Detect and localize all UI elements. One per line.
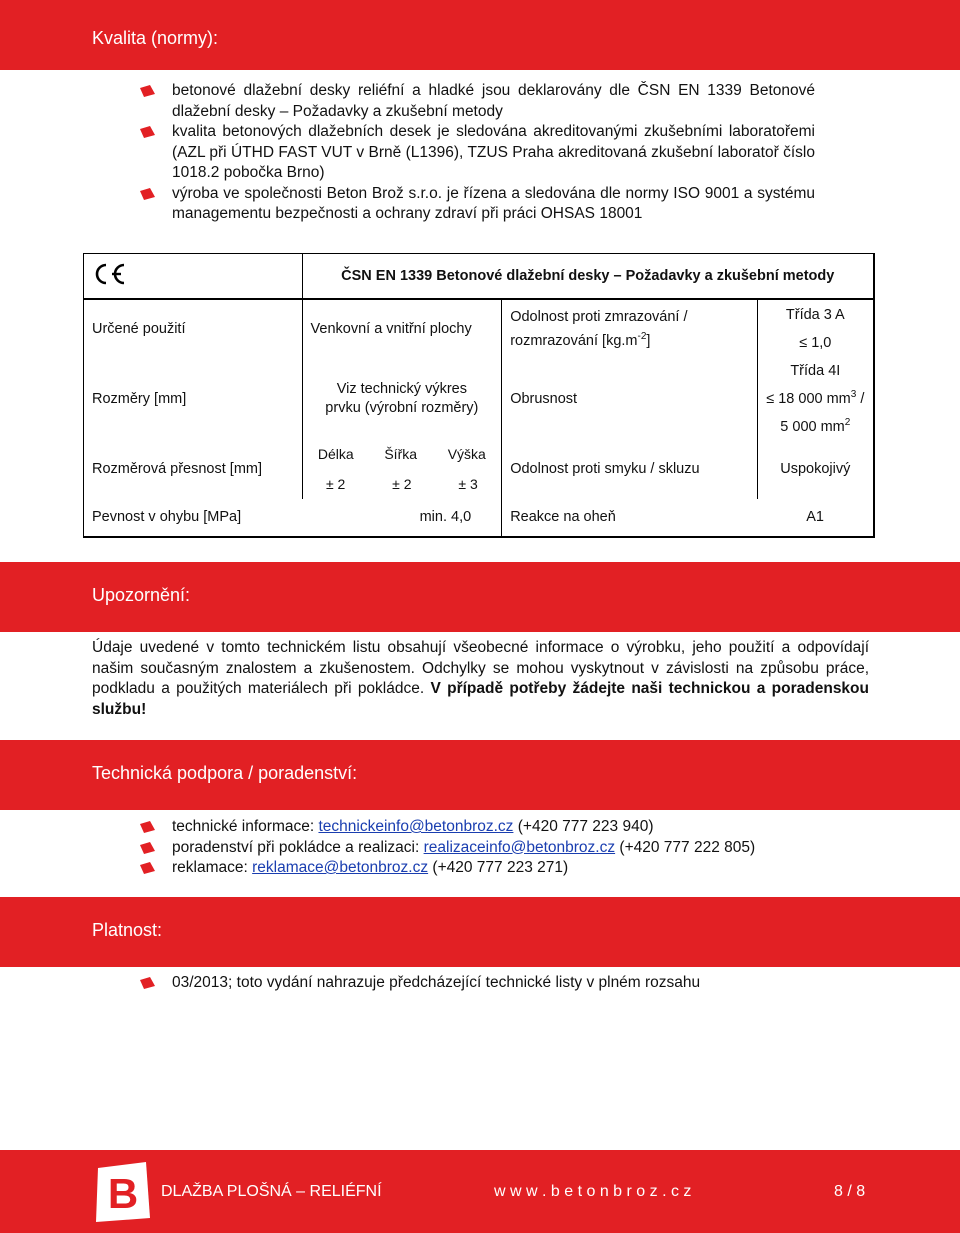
red-bullet-icon xyxy=(140,842,155,854)
support-band xyxy=(0,740,960,810)
abrasion-label: Obrusnost xyxy=(502,359,757,439)
table-row xyxy=(84,359,875,439)
tolerance-values: Délka Šířka Výška ± 2 ± 2 ± 3 xyxy=(302,439,502,499)
email-link-technical[interactable]: technickeinfo@betonbroz.cz xyxy=(318,818,514,835)
list-item: výroba ve společnosti Beton Brož s.r.o. je řízena a sledována dle normy ISO 9001 a systému managementu bezpečnosti a ochrany zdraví při práci OHSAS 18001 xyxy=(140,184,815,225)
footer xyxy=(0,1150,960,1233)
table-row xyxy=(84,499,875,537)
red-bullet-icon xyxy=(140,126,155,138)
spec-table xyxy=(83,253,875,538)
quality-list xyxy=(140,81,815,225)
freeze-label: Odolnost proti zmrazování / rozmrazování $[kg.m^{-2}]$ xyxy=(502,299,757,359)
intended-use-label: Určené použití xyxy=(84,299,303,359)
spec-header: ČSN EN 1339 Betonové dlažební desky – Požadavky a zkušební metody xyxy=(302,254,874,299)
validity-title: Platnost: xyxy=(92,920,163,940)
red-bullet-icon xyxy=(140,821,155,833)
red-bullet-icon xyxy=(140,977,155,989)
warning-text: Údaje uvedené v tomto technickém listu obsahují všeobecné informace o výrobku, jeho použití a odpovídají našim současným znalostem a zkušenostem. Odchylky se mohou vyskytnout v závislosti na způsobu práce, podkladu a použitých materiálech při pokládce. V případě potřeby žádejte naši technickou a poradenskou službu! xyxy=(92,639,869,718)
email-link-complaints[interactable]: reklamace@betonbroz.cz xyxy=(252,859,429,876)
footer-product: DLAŽBA PLOŠNÁ – RELIÉFNÍ xyxy=(161,1183,382,1200)
intended-use-value: Venkovní a vnitřní plochy xyxy=(302,299,502,359)
footer-page-number: 8 / 8 xyxy=(834,1183,866,1200)
svg-text:B: B xyxy=(107,1170,139,1217)
dims-value: Viz technický výkres prvku (výrobní rozměry) xyxy=(302,359,502,439)
ce-mark-icon xyxy=(92,262,128,290)
validity-list xyxy=(140,973,880,994)
table-row xyxy=(84,439,875,499)
list-item: poradenství při pokládce a realizaci: realizaceinfo@betonbroz.cz (+420 777 222 805) xyxy=(140,838,880,859)
tolerance-label: Rozměrová přesnost [mm] xyxy=(84,439,303,499)
footer-website[interactable]: w w w . b e t o n b r o z . c z xyxy=(494,1183,692,1200)
abrasion-value: Třída 4I ≤ 18 000 $mm^3$ / 5 000 $mm^2$ xyxy=(757,359,874,439)
warning-band xyxy=(0,562,960,632)
quality-title: Kvalita (normy): xyxy=(92,28,219,48)
freeze-value: Třída 3 A ≤ 1,0 xyxy=(757,299,874,359)
red-bullet-icon xyxy=(140,188,155,200)
table-row xyxy=(84,254,875,299)
ce-mark xyxy=(84,254,303,299)
quality-band xyxy=(0,0,960,70)
list-item: technické informace: technickeinfo@betonbroz.cz (+420 777 223 940) xyxy=(140,817,880,838)
slip-label: Odolnost proti smyku / skluzu xyxy=(502,439,757,499)
list-item: kvalita betonových dlažebních desek je sledována akreditovanými zkušebními laboratořemi (AZL při ÚTHD FAST VUT v Brně (L1396), TZUS Praha akreditovaná zkušební laboratoř číslo 1018.2 pobočka Brno) xyxy=(140,122,815,184)
red-bullet-icon xyxy=(140,862,155,874)
fire-label: Reakce na oheň xyxy=(502,499,757,537)
list-item: reklamace: reklamace@betonbroz.cz (+420 777 223 271) xyxy=(140,858,880,879)
company-logo xyxy=(90,1160,154,1224)
slip-value: Uspokojivý xyxy=(757,439,874,499)
fire-value: A1 xyxy=(757,499,874,537)
support-title: Technická podpora / poradenství: xyxy=(92,763,358,783)
list-item: betonové dlažební desky reliéfní a hladké jsou deklarovány dle ČSN EN 1339 Betonové dlažební desky – Požadavky a zkušební metody xyxy=(140,81,815,122)
validity-band xyxy=(0,897,960,967)
email-link-realization[interactable]: realizaceinfo@betonbroz.cz xyxy=(423,838,616,856)
list-item: 03/2013; toto vydání nahrazuje předcházející technické listy v plném rozsahu xyxy=(140,973,880,994)
dims-label: Rozměry [mm] xyxy=(84,359,303,439)
bending-label: Pevnost v ohybu [MPa] xyxy=(84,499,303,537)
red-bullet-icon xyxy=(140,85,155,97)
bending-value: min. 4,0 xyxy=(302,499,502,537)
warning-title: Upozornění: xyxy=(92,585,191,605)
table-row xyxy=(84,299,875,359)
support-list xyxy=(140,817,880,879)
